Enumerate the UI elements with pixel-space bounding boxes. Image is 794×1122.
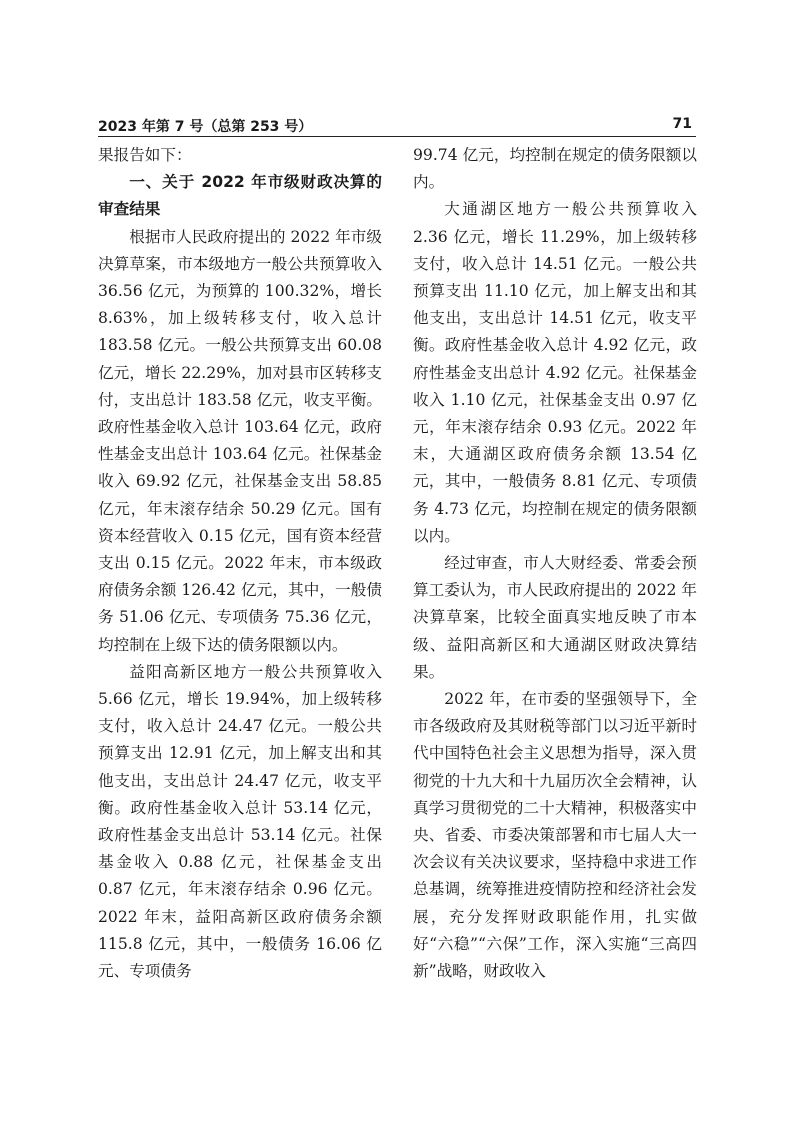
continuation-text: 果报告如下： [98,146,192,164]
paragraph-city-budget: 根据市人民政府提出的 2022 年市级决算草案，市本级地方一般公共预算收入 36.56 亿元，为预算的 100.32%，增长 8.63%，加上级转移支付，收入总计 183.58 亿元。一般公共预算支出 60.08 亿元，增长 22.29%，加对县市区转移支付，支出总计 183.58 亿元，收支平衡。政府性基金收入总计 103.64 亿元，政府性基金支出总计 103.64 亿元。社保基金收入 69.92 亿元，社保基金支出 58.85 亿元，年末滚存结余 50.29 亿元。国有资本经营收入 0.15 亿元，国有资本经营支出 0.15 亿元。2022 年末，市本级政府债务余额 126.42 亿元，其中，一般债务 51.06 亿元、专项债务 75.36 亿元，均控制在上级下达的债务限额以内。 [98,227,382,654]
section-heading: 一、关于 2022 年市级财政决算的审查结果 [98,173,382,219]
running-header [98,114,696,137]
page-number: 71 [672,116,692,132]
paragraph-review-conclusion: 经过审查，市人大财经委、常委会预算工委认为，市人民政府提出的 2022 年决算草案，比较全面真实地反映了市本级、益阳高新区和大通湖区财政决算结果。 [413,554,697,681]
right-column [413,142,697,985]
continuation-text: 99.74 亿元，均控制在规定的债务限额以内。 [413,146,697,192]
left-column [98,142,382,985]
paragraph-2022-summary: 2022 年，在市委的坚强领导下，全市各级政府及其财税等部门以习近平新时代中国特色社会主义思想为指导，深入贯彻党的十九大和十九届历次全会精神，认真学习贯彻党的二十大精神，积极落实中央、省委、市委决策部署和市七届人大一次会议有关决议要求，坚持稳中求进工作总基调，统筹推进疫情防控和经济社会发展，充分发挥财政职能作用，扎实做好“六稳”“六保”工作，深入实施“三高四新”战略，财政收入 [413,690,697,981]
issue-label: 2023 年第 7 号（总第 253 号） [98,119,313,135]
paragraph-datonghu: 大通湖区地方一般公共预算收入 2.36 亿元，增长 11.29%，加上级转移支付，收入总计 14.51 亿元。一般公共预算支出 11.10 亿元，加上解支出和其他支出，支出总计 14.51 亿元，收支平衡。政府性基金收入总计 4.92 亿元，政府性基金支出总计 4.92 亿元。社保基金收入 1.10 亿元，社保基金支出 0.97 亿元，年末滚存结余 0.93 亿元。2022 年末，大通湖区政府债务余额 13.54 亿元，其中，一般债务 8.81 亿元、专项债务 4.73 亿元，均控制在规定的债务限额以内。 [413,200,697,545]
paragraph-yiyang-hightech: 益阳高新区地方一般公共预算收入 5.66 亿元，增长 19.94%，加上级转移支付，收入总计 24.47 亿元。一般公共预算支出 12.91 亿元，加上解支出和其他支出，支出总计 24.47 亿元，收支平衡。政府性基金收入总计 53.14 亿元，政府性基金支出总计 53.14 亿元。社保基金收入 0.88 亿元，社保基金支出 0.87 亿元，年末滚存结余 0.96 亿元。2022 年末，益阳高新区政府债务余额 115.8 亿元，其中，一般债务 16.06 亿元、专项债务 [98,662,382,981]
